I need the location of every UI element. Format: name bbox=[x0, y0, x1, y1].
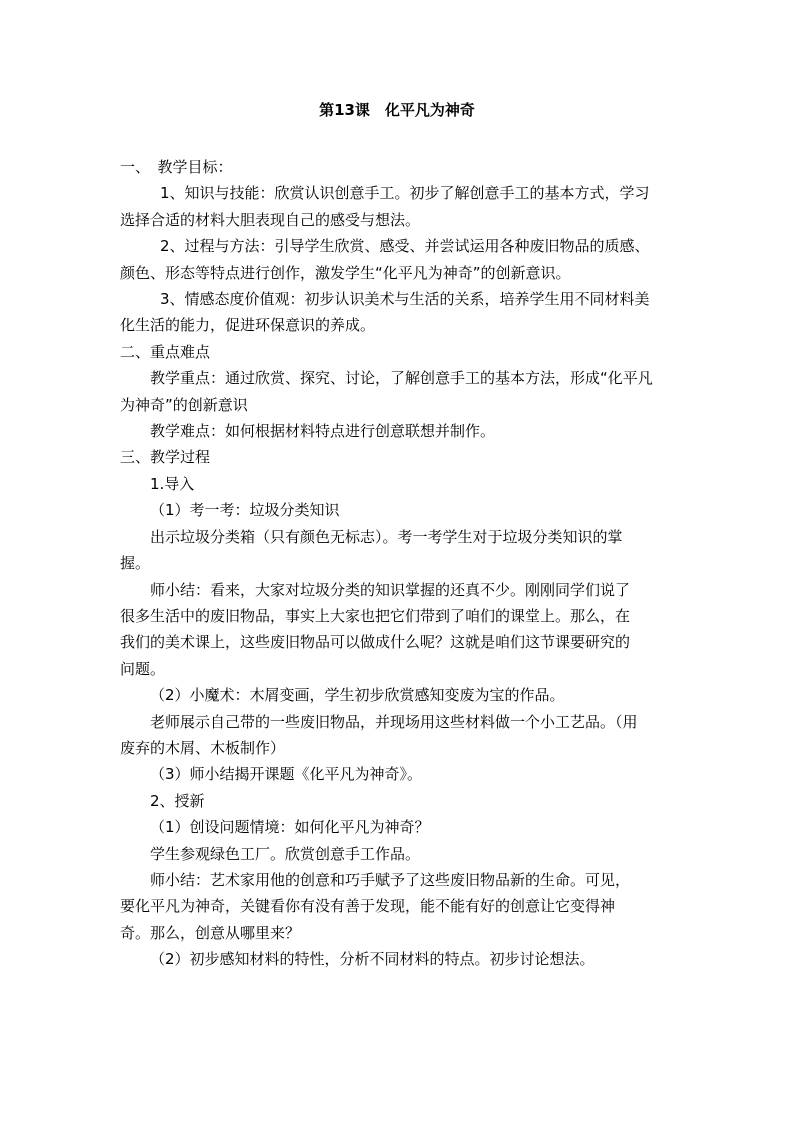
page-title: 第13课 化平凡为神奇 bbox=[319, 101, 475, 119]
paragraph-line: 握。 bbox=[120, 554, 151, 573]
paragraph-line: （1）考一考：垃圾分类知识 bbox=[150, 501, 340, 520]
paragraph-line: 为神奇”的创新意识 bbox=[120, 395, 248, 414]
paragraph-line: （2）初步感知材料的特性，分析不同材料的特点。初步讨论想法。 bbox=[150, 950, 595, 969]
paragraph-line: 师小结：艺术家用他的创意和巧手赋予了这些废旧物品新的生命。可见， bbox=[150, 870, 631, 889]
paragraph-line: 我们的美术课上，这些废旧物品可以做成什么呢？这就是咱们这节课要研究的 bbox=[120, 633, 631, 652]
paragraph-line: 化生活的能力，促进环保意识的养成。 bbox=[120, 316, 376, 335]
paragraph-line: 老师展示自己带的一些废旧物品，并现场用这些材料做一个小工艺品。（用 bbox=[150, 712, 638, 731]
paragraph-line: 出示垃圾分类箱（只有颜色无标志）。考一考学生对于垃圾分类知识的掌 bbox=[150, 527, 623, 546]
document-body bbox=[120, 154, 676, 973]
paragraph-line: 很多生活中的废旧物品，事实上大家也把它们带到了咱们的课堂上。那么，在 bbox=[120, 606, 631, 625]
section-heading-key-points: 二、重点难点 bbox=[120, 342, 211, 361]
subheading-line: 1.导入 bbox=[150, 474, 195, 493]
paragraph-line: （1）创设问题情境：如何化平凡为神奇？ bbox=[150, 818, 430, 837]
paragraph-line: 教学重点：通过欣赏、探究、讨论，了解创意手工的基本方法，形成“化平凡 bbox=[150, 369, 653, 388]
paragraph-line: 3、情感态度价值观：初步认识美术与生活的关系，培养学生用不同材料美 bbox=[160, 290, 650, 309]
section-heading-objectives: 一、 教学目标： bbox=[120, 158, 233, 176]
section-heading-process: 三、教学过程 bbox=[120, 448, 211, 467]
paragraph-line: 教学难点：如何根据材料特点进行创意联想并制作。 bbox=[150, 422, 496, 441]
paragraph-line: 废弃的木屑、木板制作） bbox=[120, 738, 286, 757]
paragraph-line: （2）小魔术：木屑变画，学生初步欣赏感知变废为宝的作品。 bbox=[150, 686, 565, 705]
paragraph-line: （3）师小结揭开课题《化平凡为神奇》。 bbox=[150, 765, 423, 784]
paragraph-line: 要化平凡为神奇，关键看你有没有善于发现，能不能有好的创意让它变得神 bbox=[120, 897, 616, 916]
paragraph-line: 师小结：看来，大家对垃圾分类的知识掌握的还真不少。刚刚同学们说了 bbox=[150, 580, 631, 599]
subheading-line: 2、授新 bbox=[150, 791, 205, 810]
paragraph-line: 选择合适的材料大胆表现自己的感受与想法。 bbox=[120, 210, 421, 229]
paragraph-line: 1、知识与技能：欣赏认识创意手工。初步了解创意手工的基本方式，学习 bbox=[160, 184, 650, 203]
paragraph-line: 颜色、形态等特点进行创作，激发学生“化平凡为神奇”的创新意识。 bbox=[120, 263, 571, 282]
paragraph-line: 学生参观绿色工厂。欣赏创意手工作品。 bbox=[150, 844, 421, 863]
paragraph-line: 问题。 bbox=[120, 659, 166, 678]
paragraph-line: 2、过程与方法：引导学生欣赏、感受、并尝试运用各种废旧物品的质感、 bbox=[160, 237, 650, 256]
paragraph-line: 奇。那么，创意从哪里来？ bbox=[120, 923, 301, 942]
